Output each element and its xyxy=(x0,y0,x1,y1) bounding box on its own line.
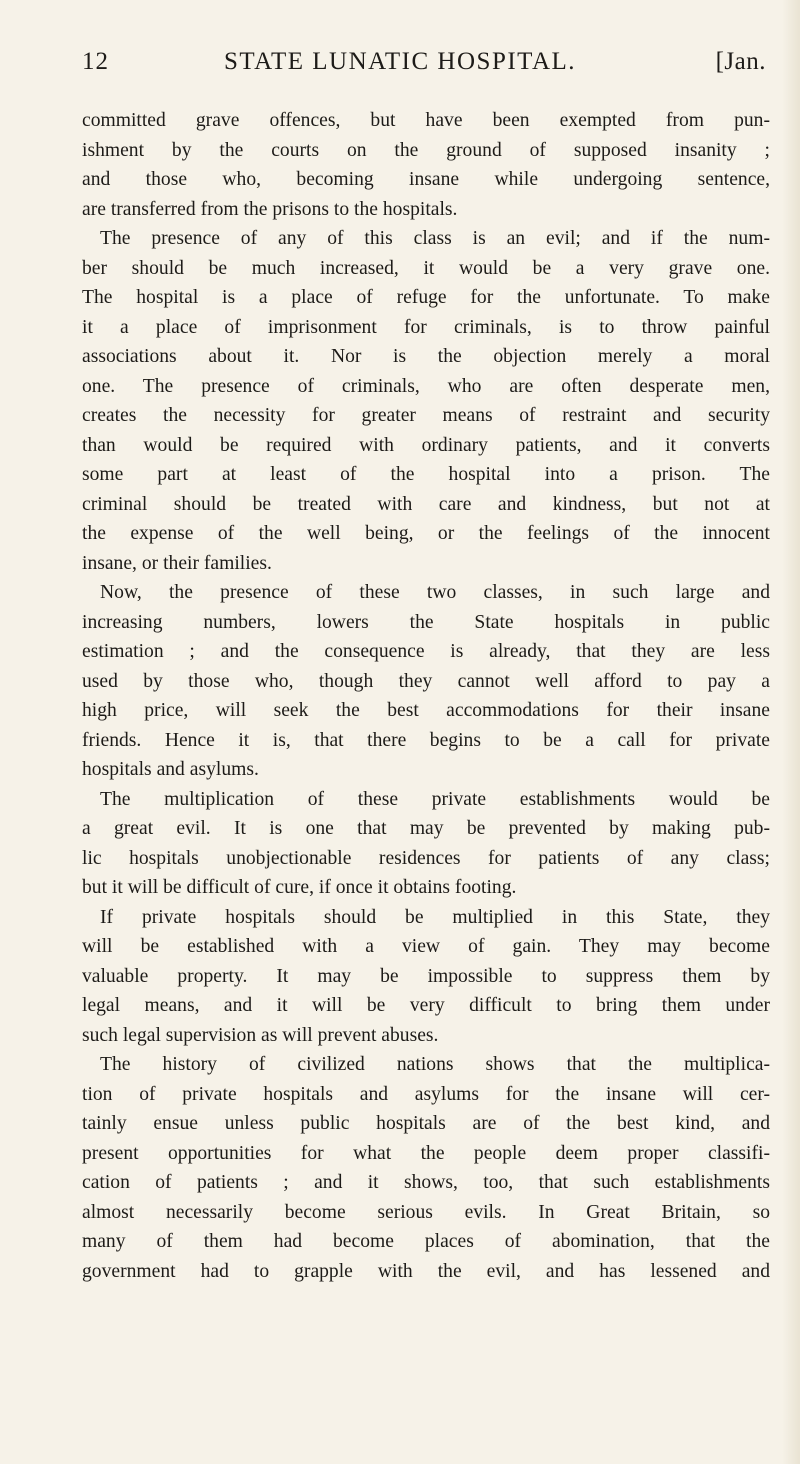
text-line: insane, or their families. xyxy=(82,552,272,574)
text-line: a great evil. It is one that may be prevented by making pub- xyxy=(82,818,770,839)
text-line: associations about it. Nor is the objection merely a moral xyxy=(82,346,770,367)
text-line: The hospital is a place of refuge for the unfortunate. To make xyxy=(82,287,770,308)
running-month: [Jan. xyxy=(715,48,766,75)
text-line: friends. Hence it is, that there begins to be a call for private xyxy=(82,729,770,751)
running-head xyxy=(82,48,766,88)
text-line: criminal should be treated with care and kindness, but not at xyxy=(82,493,770,515)
text-line: ber should be much increased, it would be a very grave one. xyxy=(82,257,770,279)
text-line: The presence of any of this class is an evil; and if the num- xyxy=(100,228,770,249)
page-number: 12 xyxy=(82,48,109,75)
body-text xyxy=(82,106,770,1286)
text-line: If private hospitals should be multiplied in this State, they xyxy=(100,906,770,928)
text-line: committed grave offences, but have been exempted from pun- xyxy=(82,110,770,131)
text-line: some part at least of the hospital into a prison. The xyxy=(82,464,770,485)
text-line: hospitals and asylums. xyxy=(82,759,259,780)
text-line: and those who, becoming insane while undergoing sentence, xyxy=(82,169,770,190)
text-line: ishment by the courts on the ground of supposed insanity ; xyxy=(82,139,770,161)
text-line: present opportunities for what the people deem proper classifi- xyxy=(82,1142,770,1164)
text-line: cation of patients ; and it shows, too, that such establishments xyxy=(82,1172,770,1193)
running-title: STATE LUNATIC HOSPITAL. xyxy=(224,48,577,75)
text-line: used by those who, though they cannot well afford to pay a xyxy=(82,670,770,692)
text-line: high price, will seek the best accommodations for their insane xyxy=(82,700,770,721)
page-edge-shadow xyxy=(782,0,800,1464)
text-line: almost necessarily become serious evils. In Great Britain, so xyxy=(82,1201,770,1223)
text-line: The multiplication of these private establishments would be xyxy=(100,788,770,810)
text-line: many of them had become places of abomination, that the xyxy=(82,1231,770,1252)
text-line: but it will be difficult of cure, if once it obtains footing. xyxy=(82,877,517,898)
text-line: estimation ; and the consequence is already, that they are less xyxy=(82,641,770,662)
text-line: one. The presence of criminals, who are often desperate men, xyxy=(82,375,770,397)
text-line: will be established with a view of gain. They may become xyxy=(82,936,770,957)
text-line: the expense of the well being, or the feelings of the innocent xyxy=(82,523,770,544)
text-line: such legal supervision as will prevent abuses. xyxy=(82,1024,439,1046)
text-line: tion of private hospitals and asylums for the insane will cer- xyxy=(82,1083,770,1105)
text-line: The history of civilized nations shows that the multiplica- xyxy=(100,1054,770,1075)
text-line: it a place of imprisonment for criminals, is to throw painful xyxy=(82,316,770,338)
text-line: Now, the presence of these two classes, in such large and xyxy=(100,582,770,603)
text-line: tainly ensue unless public hospitals are of the best kind, and xyxy=(82,1113,770,1134)
text-line: are transferred from the prisons to the hospitals. xyxy=(82,198,458,220)
text-line: than would be required with ordinary patients, and it converts xyxy=(82,434,770,456)
text-line: lic hospitals unobjectionable residences for patients of any class; xyxy=(82,847,770,869)
text-line: legal means, and it will be very difficult to bring them under xyxy=(82,995,770,1016)
text-line: valuable property. It may be impossible to suppress them by xyxy=(82,965,770,987)
text-line: increasing numbers, lowers the State hospitals in public xyxy=(82,611,770,633)
text-line: creates the necessity for greater means of restraint and security xyxy=(82,405,770,426)
text-line: government had to grapple with the evil, and has lessened and xyxy=(82,1260,770,1282)
